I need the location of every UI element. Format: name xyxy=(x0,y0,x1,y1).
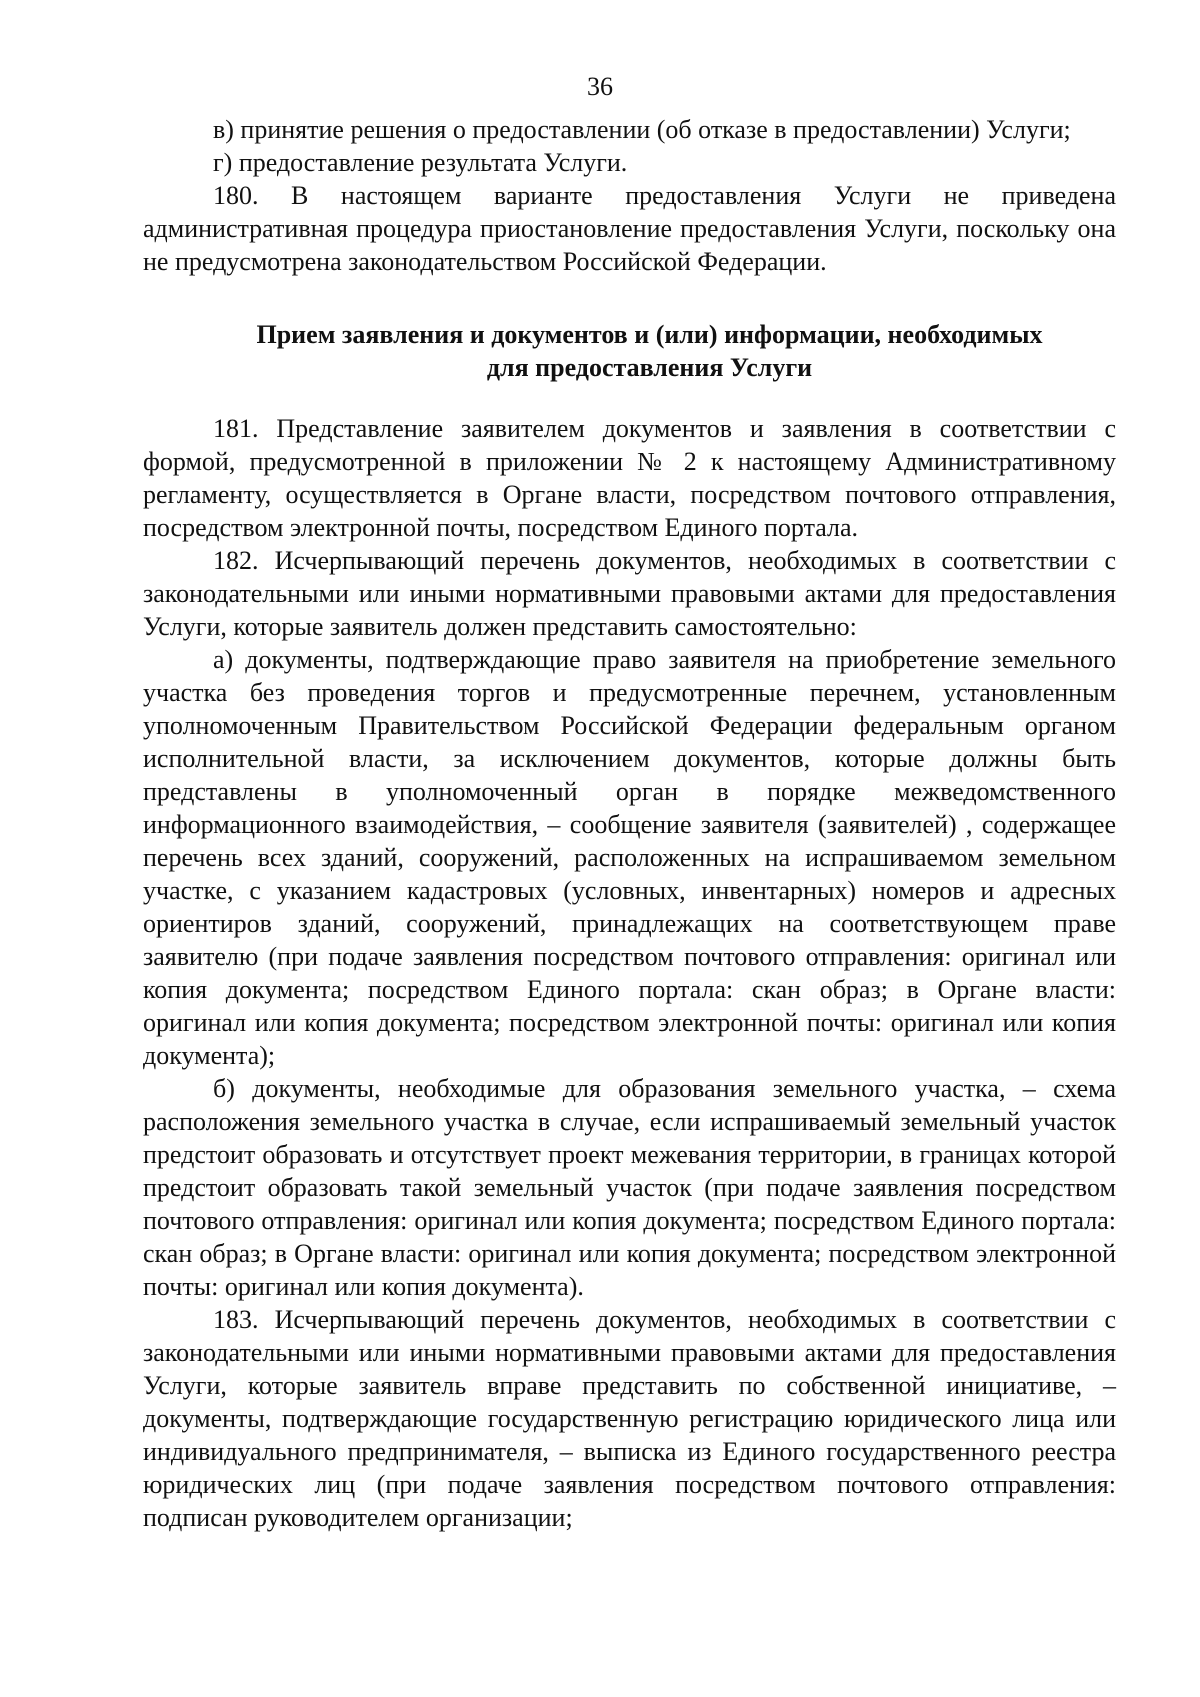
paragraph-181: 181. Представление заявителем документов и заявления в соответствии с формой, предусмотренной в приложении № 2 к настоящему Административному регламенту, осуществляется в Органе власти, посредством почтового отправления, посредством электронной почты, посредством Единого портала. xyxy=(143,414,1116,542)
paragraph-182-a: а) документы, подтверждающие право заявителя на приобретение земельного участка без проведения торгов и предусмотренные перечнем, установленным уполномоченным Правительством Российской Федерации федеральным органом исполнительной власти, за исключением документов, которые должны быть представлены в уполномоченный орган в порядке межведомственного информационного взаимодействия, – сообщение заявителя (заявителей) , содержащее перечень всех зданий, сооружений, расположенных на испрашиваемом земельном участке, с указанием кадастровых (условных, инвентарных) номеров и адресных ориентиров зданий, сооружений, принадлежащих на соответствующем праве заявителю (при подаче заявления посредством почтового отправления: оригинал или копия документа; посредством Единого портала: скан образ; в Органе власти: оригинал или копия документа; посредством электронной почты: оригинал или копия документа); xyxy=(143,645,1116,1070)
paragraph-183: 183. Исчерпывающий перечень документов, необходимых в соответствии с законодательными или иными нормативными правовыми актами для предоставления Услуги, которые заявитель вправе представить по собственной инициативе, – документы, подтверждающие государственную регистрацию юридического лица или индивидуального предпринимателя, – выписка из Единого государственного реестра юридических лиц (при подаче заявления посредством почтового отправления: подписан руководителем организации; xyxy=(143,1305,1116,1532)
paragraph-180: 180. В настоящем варианте предоставления Услуги не приведена административная процедура приостановление предоставления Услуги, поскольку она не предусмотрена законодательством Российской Федерации. xyxy=(143,181,1116,276)
section-heading xyxy=(143,318,1116,384)
section-heading-line-1: Прием заявления и документов и (или) информации, необходимых xyxy=(256,320,1043,349)
section-heading-line-2: для предоставления Услуги xyxy=(486,353,813,382)
document-body xyxy=(143,113,1116,1534)
paragraph-item-g: г) предоставление результата Услуги. xyxy=(213,148,628,177)
paragraph-182: 182. Исчерпывающий перечень документов, необходимых в соответствии с законодательными или иными нормативными правовыми актами для предоставления Услуги, которые заявитель должен представить самостоятельно: xyxy=(143,546,1116,641)
paragraph-item-v: в) принятие решения о предоставлении (об отказе в предоставлении) Услуги; xyxy=(213,115,1071,144)
paragraph-182-b: б) документы, необходимые для образования земельного участка, – схема расположения земельного участка в случае, если испрашиваемый земельный участок предстоит образовать и отсутствует проект межевания территории, в границах которой предстоит образовать такой земельный участок (при подаче заявления посредством почтового отправления: оригинал или копия документа; посредством Единого портала: скан образ; в Органе власти: оригинал или копия документа; посредством электронной почты: оригинал или копия документа). xyxy=(143,1074,1116,1301)
page-number: 36 xyxy=(587,72,613,101)
